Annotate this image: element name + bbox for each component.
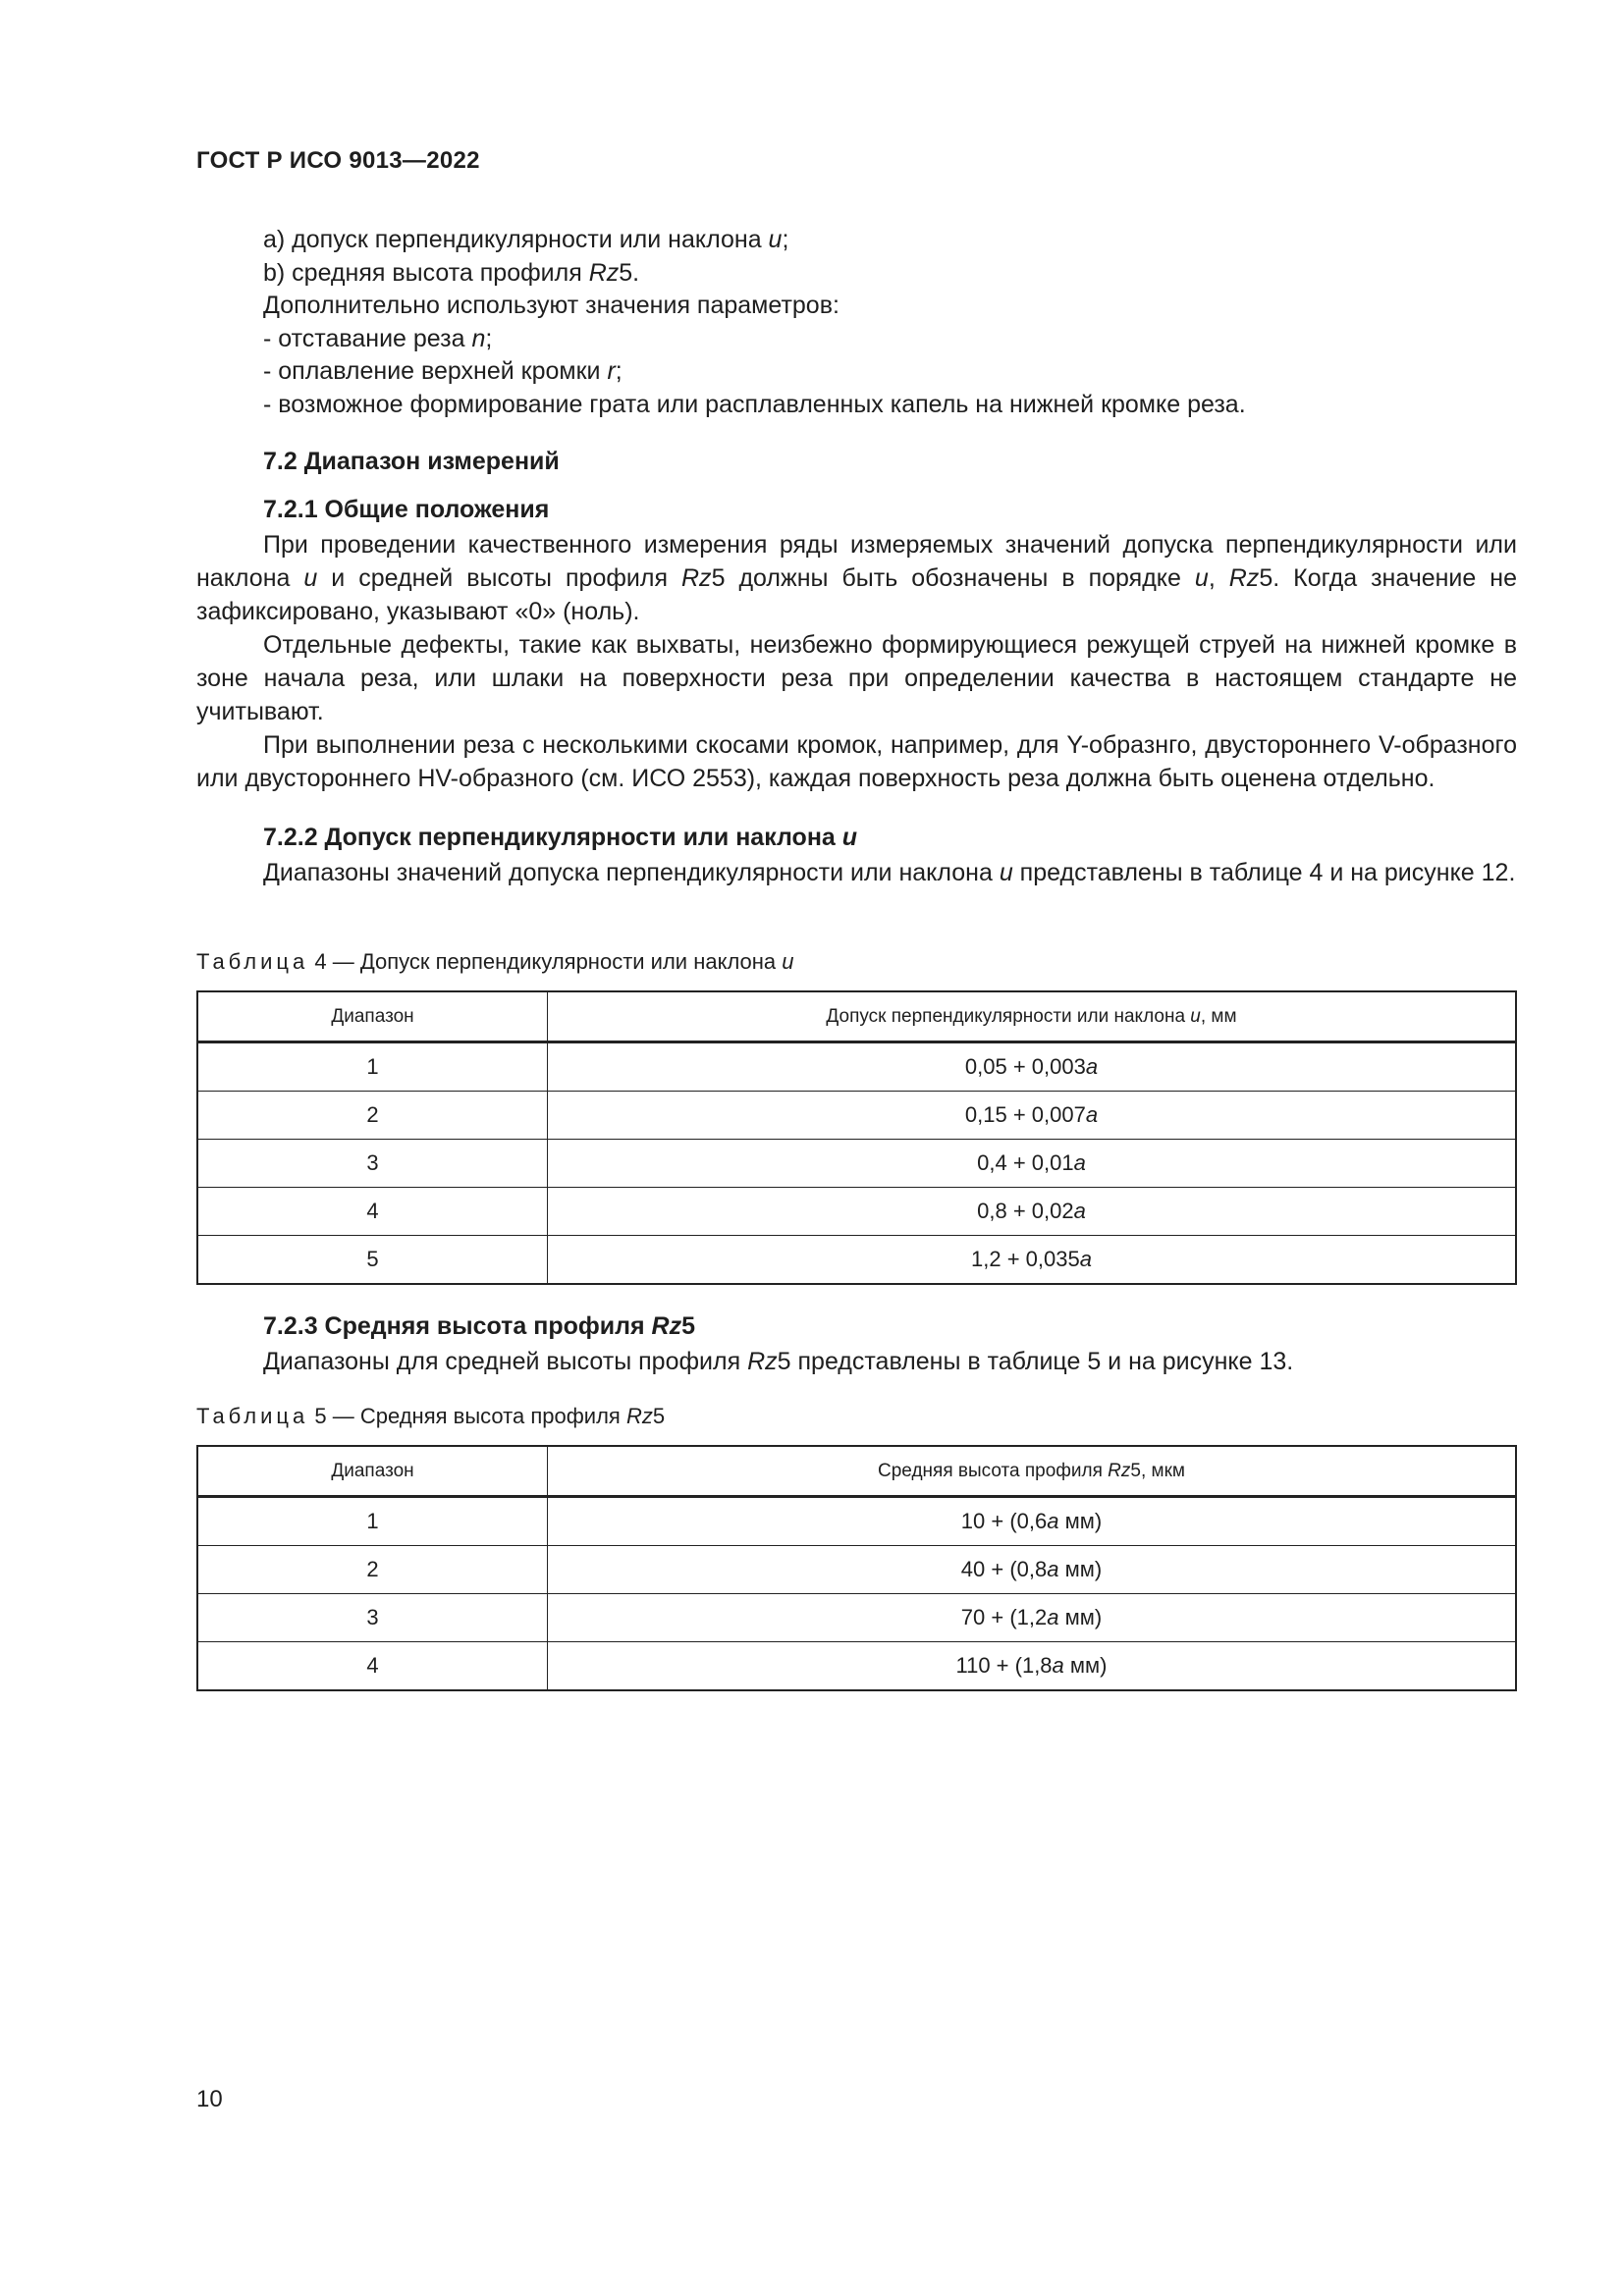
table-row: 4 0,8 + 0,02a — [197, 1188, 1516, 1236]
parameter-list — [263, 224, 1246, 421]
list-item: a) допуск перпендикулярности или наклона u; — [263, 226, 789, 253]
table-row: 5 1,2 + 0,035a — [197, 1236, 1516, 1285]
table-row: 1 0,05 + 0,003a — [197, 1042, 1516, 1092]
column-header-range: Диапазон — [197, 1446, 548, 1497]
section-heading-7-2-3: 7.2.3 Средняя высота профиля Rz5 — [263, 1312, 696, 1340]
table-header-row — [197, 1446, 1516, 1497]
table-4 — [196, 990, 1517, 1285]
table-row: 2 40 + (0,8a мм) — [197, 1546, 1516, 1594]
column-header-range: Диапазон — [197, 991, 548, 1042]
section-7-2-1-body — [196, 528, 1517, 795]
table-header-row — [197, 991, 1516, 1042]
list-item: - оплавление верхней кромки r; — [263, 357, 623, 385]
table-5-caption: Таблица 5 — Средняя высота профиля Rz5 — [196, 1404, 666, 1428]
section-heading-7-2-2: 7.2.2 Допуск перпендикулярности или наклона u — [263, 824, 858, 851]
table-row: 4 110 + (1,8a мм) — [197, 1642, 1516, 1691]
list-item: - отставание реза n; — [263, 324, 493, 352]
paragraph: Диапазоны для средней высоты профиля Rz5 представлены в таблице 5 и на рисунке 13. — [263, 1348, 1294, 1375]
paragraph: Отдельные дефекты, такие как выхваты, неизбежно формирующиеся режущей струей на нижней кромке в зоне начала реза, или шлаки на поверхности реза при определении качества в настоящем стандарте не учитывают. — [196, 631, 1517, 725]
list-item: b) средняя высота профиля Rz5. — [263, 258, 640, 287]
table-row: 3 0,4 + 0,01a — [197, 1140, 1516, 1188]
table-row: 2 0,15 + 0,007a — [197, 1092, 1516, 1140]
section-heading-7-2-1: 7.2.1 Общие положения — [263, 496, 550, 523]
section-heading-7-2: 7.2 Диапазон измерений — [263, 448, 560, 475]
page-number: 10 — [196, 2086, 223, 2112]
table-row: 1 10 + (0,6a мм) — [197, 1497, 1516, 1546]
table-row: 3 70 + (1,2a мм) — [197, 1594, 1516, 1642]
table-5 — [196, 1445, 1517, 1691]
list-item: - возможное формирование грата или расплавленных капель на нижней кромке реза. — [263, 390, 1246, 418]
paragraph: Диапазоны значений допуска перпендикулярности или наклона u представлены в таблице 4 и на рисунке 12. — [263, 859, 1516, 886]
paragraph: При выполнении реза с несколькими скосами кромок, например, для Y-образнго, двустороннего V-образного или двустороннего HV-образного (см. ИСО 2553), каждая поверхность реза должна быть оценена отдельно. — [196, 731, 1517, 792]
column-header-tolerance: Допуск перпендикулярности или наклона u, мм — [548, 991, 1517, 1042]
column-header-rz5: Средняя высота профиля Rz5, мкм — [548, 1446, 1517, 1497]
paragraph: При проведении качественного измерения ряды измеряемых значений допуска перпендикулярности или наклона u и средней высоты профиля Rz5 должны быть обозначены в порядке u, Rz5. Когда значение не зафиксировано, указывают «0» (ноль). — [196, 531, 1517, 625]
list-item: Дополнительно используют значения параметров: — [263, 292, 839, 319]
table-4-caption: Таблица 4 — Допуск перпендикулярности или наклона u — [196, 949, 794, 974]
document-header: ГОСТ Р ИСО 9013—2022 — [196, 147, 480, 174]
